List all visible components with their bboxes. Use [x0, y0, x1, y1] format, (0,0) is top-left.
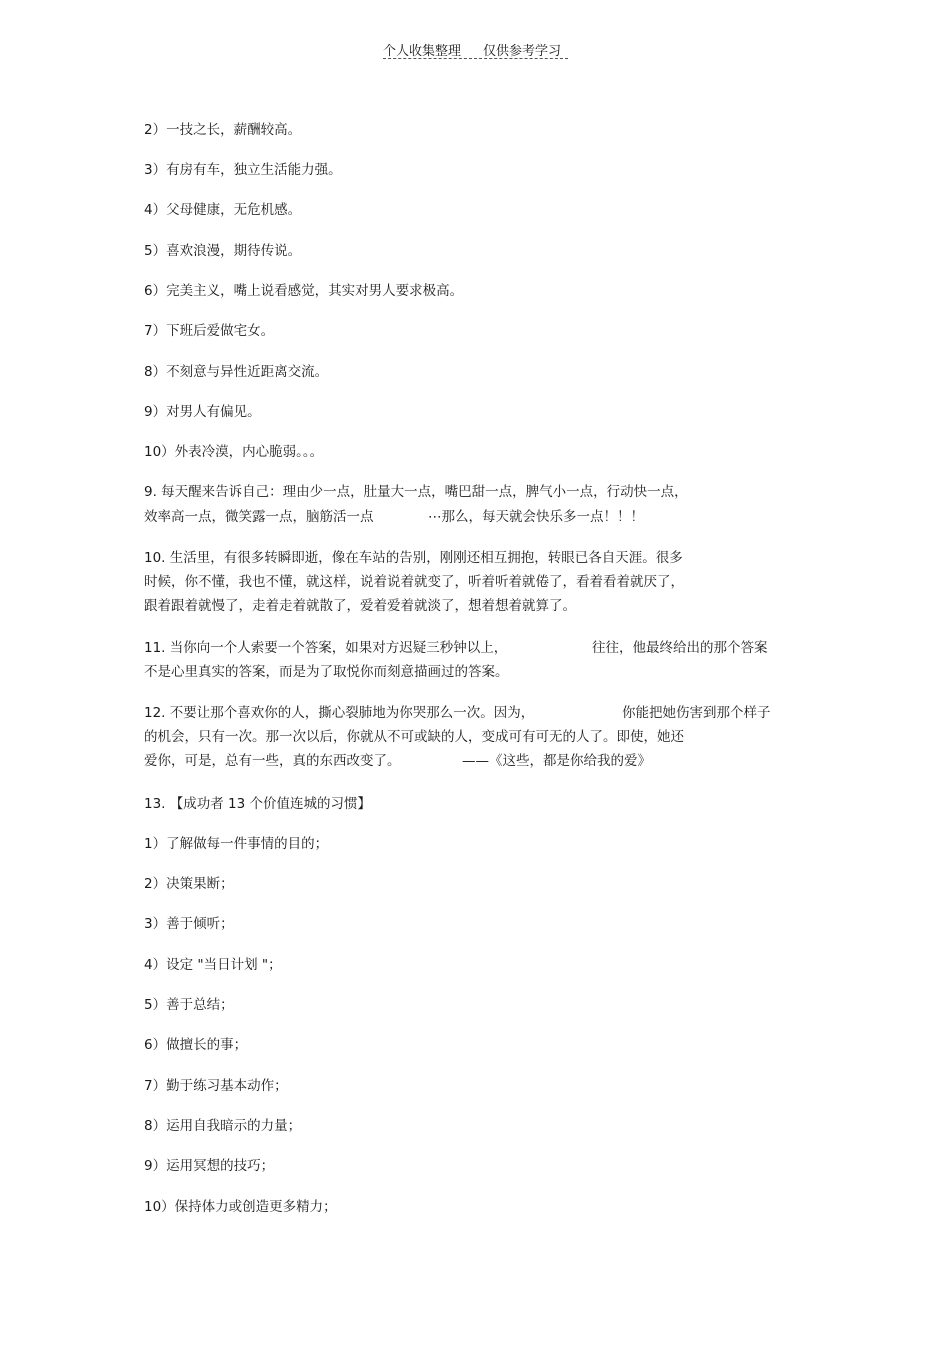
paragraph-10-line-2: 时候，你不懂，我也不懂，就这样，说着说着就变了，听着听着就倦了，看着看着就厌了， — [144, 574, 684, 590]
paragraph-11-line-2: 不是心里真实的答案，而是为了取悦你而刻意描画过的答案。 — [144, 664, 509, 680]
list-item: 9）运用冥想的技巧； — [144, 1158, 275, 1174]
paragraph-11-line-1a: 11. 当你向一个人索要一个答案，如果对方迟疑三秒钟以上， — [144, 640, 508, 656]
list-item: 4）设定 "当日计划 "； — [144, 957, 282, 973]
list-item: 6）完美主义，嘴上说看感觉，其实对男人要求极高。 — [144, 283, 464, 299]
list-item: 4）父母健康，无危机感。 — [144, 202, 302, 218]
list-item: 3）善于倾听； — [144, 916, 234, 932]
paragraph-13-title: 13. 【成功者 13 个价值连城的习惯】 — [144, 796, 372, 812]
list-item: 8）运用自我暗示的力量； — [144, 1118, 302, 1134]
paragraph-9-line-2b: ⋯那么，每天就会快乐多一点！！！ — [428, 509, 644, 525]
header-right-text: 仅供参考学习 — [483, 44, 562, 59]
list-item: 3）有房有车，独立生活能力强。 — [144, 162, 342, 178]
list-item: 7）勤于练习基本动作； — [144, 1078, 288, 1094]
list-item: 2）决策果断； — [144, 876, 234, 892]
list-item: 5）善于总结； — [144, 997, 234, 1013]
list-item: 9）对男人有偏见。 — [144, 404, 261, 420]
list-item: 10）外表冷漠，内心脆弱。。。 — [144, 444, 324, 460]
paragraph-12-line-3a: 爱你，可是，总有一些，真的东西改变了。 — [144, 753, 401, 769]
paragraph-10-line-1: 10. 生活里，有很多转瞬即逝，像在车站的告别，刚刚还相互拥抱，转眼已各自天涯。很多 — [144, 550, 683, 566]
list-item: 10）保持体力或创造更多精力； — [144, 1199, 337, 1215]
list-item: 2）一技之长，薪酬较高。 — [144, 122, 302, 138]
paragraph-10-line-3: 跟着跟着就慢了，走着走着就散了，爱着爱着就淡了，想着想着就算了。 — [144, 598, 576, 614]
list-item: 8）不刻意与异性近距离交流。 — [144, 364, 329, 380]
paragraph-11-line-1b: 往往，他最终给出的那个答案 — [592, 640, 768, 656]
list-item: 1）了解做每一件事情的目的； — [144, 836, 329, 852]
paragraph-9-line-2a: 效率高一点，微笑露一点，脑筋活一点 — [144, 509, 374, 525]
list-item: 6）做擅长的事； — [144, 1037, 248, 1053]
paragraph-12-line-1a: 12. 不要让那个喜欢你的人，撕心裂肺地为你哭那么一次。因为， — [144, 705, 535, 721]
paragraph-12-line-2: 的机会，只有一次。那一次以后，你就从不可或缺的人，变成可有可无的人了。即使，她还 — [144, 729, 684, 745]
paragraph-12-line-1b: 你能把她伤害到那个样子 — [622, 705, 771, 721]
page-header — [383, 40, 568, 62]
header-left-text: 个人收集整理 — [383, 44, 462, 59]
list-item: 5）喜欢浪漫，期待传说。 — [144, 243, 302, 259]
header-divider — [383, 58, 568, 59]
paragraph-12-line-3b: ——《这些，都是你给我的爱》 — [462, 753, 651, 769]
paragraph-9-line-1: 9. 每天醒来告诉自己：理由少一点，肚量大一点，嘴巴甜一点，脾气小一点，行动快一点， — [144, 484, 688, 500]
list-item: 7）下班后爱做宅女。 — [144, 323, 275, 339]
